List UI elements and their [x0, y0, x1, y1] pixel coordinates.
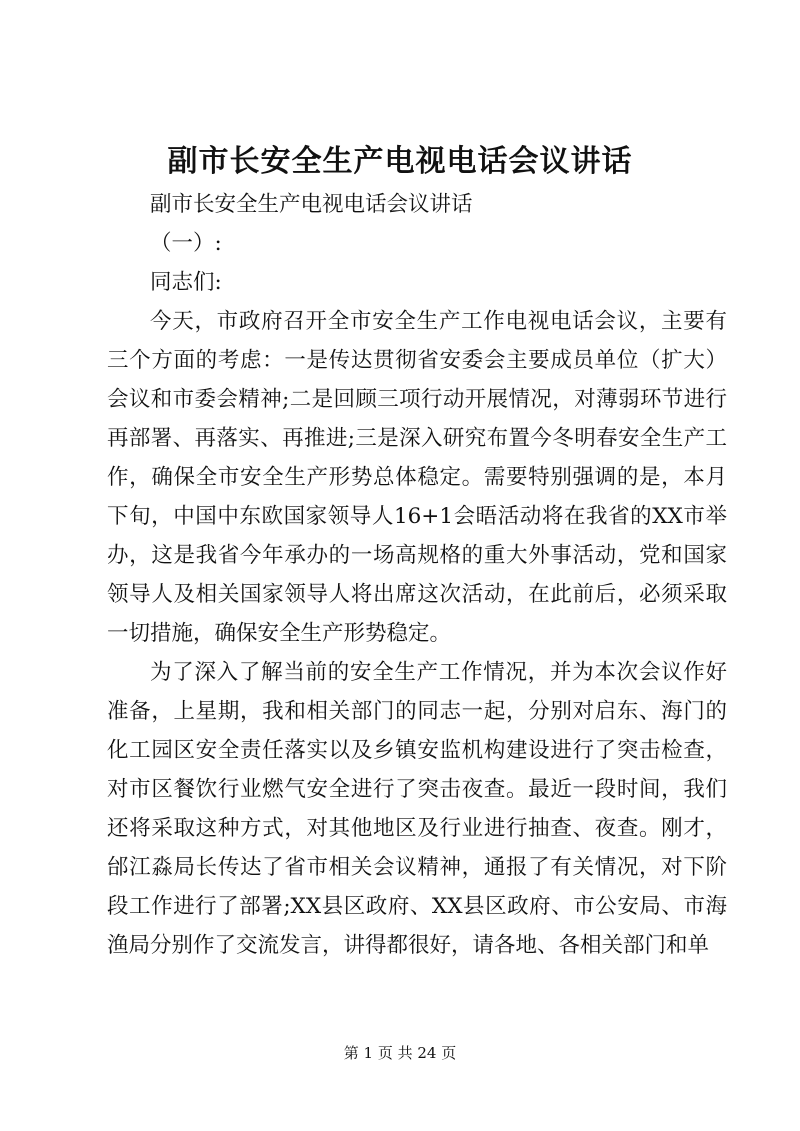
page-number: 第 1 页 共 24 页 [343, 1044, 457, 1062]
paragraph-salutation: 同志们: [150, 270, 222, 295]
page-footer [0, 1043, 800, 1063]
paragraph-subtitle: 副市长安全生产电视电话会议讲话 [150, 192, 473, 217]
document-title: 副市长安全生产电视电话会议讲话 [167, 144, 633, 179]
paragraph-body-1: 今天，市政府召开全市安全生产工作电视电话会议，主要有三个方面的考虑：一是传达贯彻省安委会主要成员单位（扩大）会议和市委会精神;二是回顾三项行动开展情况，对薄弱环节进行再部署、再落实、再推进;三是深入研究布置今冬明春安全生产工作，确保全市安全生产形势总体稳定。需要特别强调的是，本月下旬，中国中东欧国家领导人16+1会晤活动将在我省的XX市举办，这是我省今年承办的一场高规格的重大外事活动，党和国家领导人及相关国家领导人将出席这次活动，在此前后，必须采取一切措施，确保安全生产形势稳定。 [107, 309, 727, 646]
document-body [107, 185, 727, 965]
paragraph-body-2: 为了深入了解当前的安全生产工作情况，并为本次会议作好准备，上星期，我和相关部门的同志一起，分别对启东、海门的化工园区安全责任落实以及乡镇安监机构建设进行了突击检查，对市区餐饮行业燃气安全进行了突击夜查。最近一段时间，我们还将采取这种方式，对其他地区及行业进行抽查、夜查。刚才，邰江淼局长传达了省市相关会议精神，通报了有关情况，对下阶段工作进行了部署;XX县区政府、XX县区政府、市公安局、市海渔局分别作了交流发言，讲得都很好，请各地、各相关部门和单 [107, 660, 727, 958]
paragraph-section-marker: （一）: [150, 231, 222, 256]
